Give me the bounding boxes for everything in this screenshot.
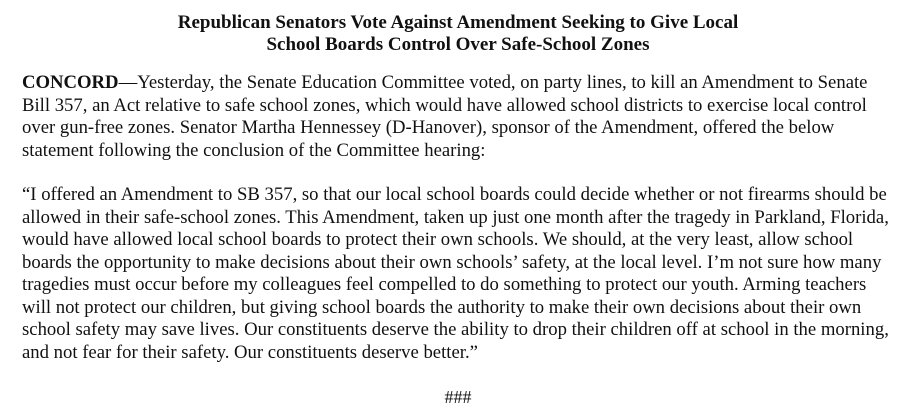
dateline: CONCORD — [22, 72, 119, 93]
end-mark: ### — [444, 387, 472, 407]
quote-paragraph: “I offered an Amendment to SB 357, so that our local school boards could decide whether or not firearms should be allowed in their safe-school zones. This Amendment, taken up just one month after the tragedy in Parkland, Florida, would have allowed local school boards to protect their own schools. We should, at the very least, allow school boards the opportunity to make decisions about their own schools’ safety, at the local level. I’m not sure how many tragedies must occur before my colleagues feel compelled to do something to protect our youth. Arming teachers will not protect our children, but giving school boards the authority to make their own decisions about their own school safety may save lives. Our constituents deserve the ability to drop their children off at school in the morning, and not fear for their safety. Our constituents deserve better.” — [22, 184, 889, 363]
headline-line-2: School Boards Control Over Safe-School Zones — [266, 34, 650, 55]
lead-paragraph — [22, 72, 894, 162]
lead-paragraph-text: —Yesterday, the Senate Education Committee voted, on party lines, to kill an Amendment to Senate Bill 357, an Act relative to safe school zones, which would have allowed school districts to exercise local control over gun-free zones. Senator Martha Hennessey (D-Hanover), sponsor of the Amendment, offered the below statement following the conclusion of the Committee hearing: — [22, 72, 868, 161]
headline-line-1: Republican Senators Vote Against Amendment Seeking to Give Local — [177, 12, 739, 33]
headline — [22, 12, 894, 56]
